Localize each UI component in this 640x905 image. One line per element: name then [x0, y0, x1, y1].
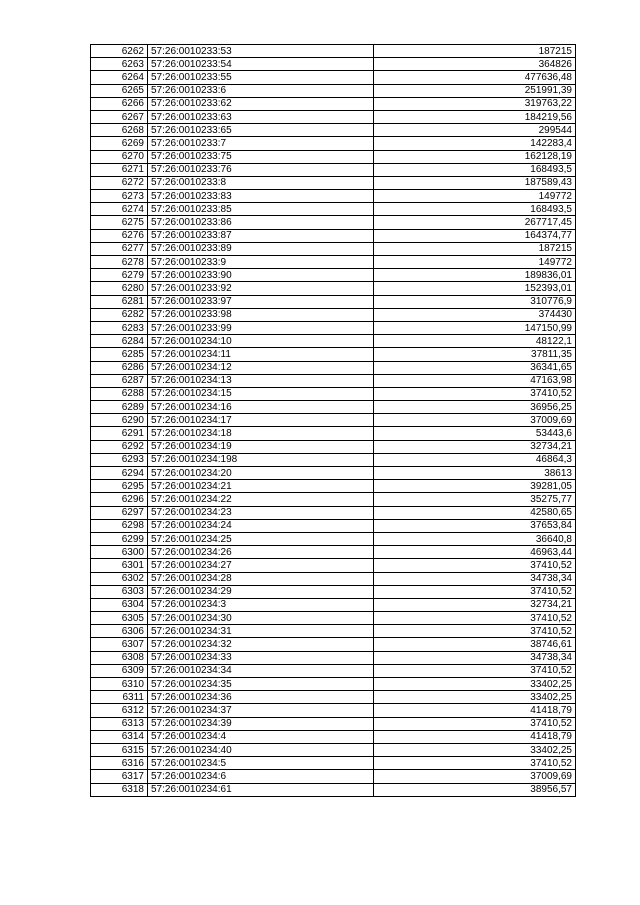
value-cell: 37410,52 — [374, 664, 576, 677]
value-cell: 33402,25 — [374, 743, 576, 756]
value-cell: 184219,56 — [374, 110, 576, 123]
cadastral-number-cell: 57:26:0010234:6 — [148, 770, 374, 783]
table-row — [91, 493, 576, 506]
cadastral-number-cell: 57:26:0010234:24 — [148, 519, 374, 532]
table-row — [91, 625, 576, 638]
cadastral-number-cell: 57:26:0010234:21 — [148, 480, 374, 493]
cadastral-number-cell: 57:26:0010234:17 — [148, 414, 374, 427]
table-body — [91, 45, 576, 797]
table-row — [91, 110, 576, 123]
cadastral-number-cell: 57:26:0010233:87 — [148, 229, 374, 242]
table-row — [91, 532, 576, 545]
table-row — [91, 321, 576, 334]
cadastral-number-cell: 57:26:0010233:54 — [148, 58, 374, 71]
row-number-cell: 6290 — [91, 414, 148, 427]
row-number-cell: 6262 — [91, 45, 148, 58]
value-cell: 42580,65 — [374, 506, 576, 519]
row-number-cell: 6275 — [91, 216, 148, 229]
cadastral-number-cell: 57:26:0010234:198 — [148, 453, 374, 466]
table-row — [91, 150, 576, 163]
row-number-cell: 6301 — [91, 559, 148, 572]
row-number-cell: 6270 — [91, 150, 148, 163]
cadastral-number-cell: 57:26:0010234:22 — [148, 493, 374, 506]
row-number-cell: 6298 — [91, 519, 148, 532]
table-row — [91, 58, 576, 71]
value-cell: 477636,48 — [374, 71, 576, 84]
value-cell: 162128,19 — [374, 150, 576, 163]
table-row — [91, 216, 576, 229]
row-number-cell: 6277 — [91, 242, 148, 255]
cadastral-number-cell: 57:26:0010233:65 — [148, 124, 374, 137]
table-row — [91, 401, 576, 414]
cadastral-number-cell: 57:26:0010233:55 — [148, 71, 374, 84]
value-cell: 32734,21 — [374, 440, 576, 453]
row-number-cell: 6308 — [91, 651, 148, 664]
value-cell: 37009,69 — [374, 770, 576, 783]
value-cell: 187589,43 — [374, 176, 576, 189]
cadastral-number-cell: 57:26:0010233:76 — [148, 163, 374, 176]
value-cell: 37410,52 — [374, 612, 576, 625]
cadastral-number-cell: 57:26:0010234:61 — [148, 783, 374, 796]
value-cell: 36640,8 — [374, 532, 576, 545]
value-cell: 33402,25 — [374, 678, 576, 691]
row-number-cell: 6285 — [91, 348, 148, 361]
cadastral-number-cell: 57:26:0010234:31 — [148, 625, 374, 638]
value-cell: 33402,25 — [374, 691, 576, 704]
table-row — [91, 295, 576, 308]
row-number-cell: 6312 — [91, 704, 148, 717]
table-row — [91, 269, 576, 282]
row-number-cell: 6263 — [91, 58, 148, 71]
value-cell: 187215 — [374, 45, 576, 58]
value-cell: 36956,25 — [374, 401, 576, 414]
cadastral-number-cell: 57:26:0010233:86 — [148, 216, 374, 229]
table-row — [91, 124, 576, 137]
row-number-cell: 6265 — [91, 84, 148, 97]
row-number-cell: 6317 — [91, 770, 148, 783]
value-cell: 47163,98 — [374, 374, 576, 387]
table-row — [91, 704, 576, 717]
cadastral-number-cell: 57:26:0010234:25 — [148, 532, 374, 545]
cadastral-number-cell: 57:26:0010234:10 — [148, 335, 374, 348]
cadastral-number-cell: 57:26:0010234:15 — [148, 387, 374, 400]
row-number-cell: 6295 — [91, 480, 148, 493]
row-number-cell: 6284 — [91, 335, 148, 348]
table-row — [91, 770, 576, 783]
cadastral-number-cell: 57:26:0010234:37 — [148, 704, 374, 717]
table-row — [91, 427, 576, 440]
row-number-cell: 6281 — [91, 295, 148, 308]
table-row — [91, 45, 576, 58]
cadastral-number-cell: 57:26:0010233:7 — [148, 137, 374, 150]
value-cell: 37410,52 — [374, 559, 576, 572]
table-row — [91, 361, 576, 374]
value-cell: 142283,4 — [374, 137, 576, 150]
table-row — [91, 743, 576, 756]
cadastral-number-cell: 57:26:0010233:98 — [148, 308, 374, 321]
cadastral-number-cell: 57:26:0010234:19 — [148, 440, 374, 453]
cadastral-number-cell: 57:26:0010233:62 — [148, 97, 374, 110]
row-number-cell: 6305 — [91, 612, 148, 625]
value-cell: 32734,21 — [374, 598, 576, 611]
table-row — [91, 546, 576, 559]
row-number-cell: 6314 — [91, 730, 148, 743]
cadastral-number-cell: 57:26:0010234:4 — [148, 730, 374, 743]
table-row — [91, 691, 576, 704]
cadastral-number-cell: 57:26:0010233:63 — [148, 110, 374, 123]
row-number-cell: 6318 — [91, 783, 148, 796]
cadastral-number-cell: 57:26:0010234:36 — [148, 691, 374, 704]
row-number-cell: 6300 — [91, 546, 148, 559]
cadastral-number-cell: 57:26:0010233:83 — [148, 190, 374, 203]
cadastral-number-cell: 57:26:0010234:30 — [148, 612, 374, 625]
value-cell: 299544 — [374, 124, 576, 137]
cadastral-number-cell: 57:26:0010234:39 — [148, 717, 374, 730]
table-row — [91, 480, 576, 493]
row-number-cell: 6311 — [91, 691, 148, 704]
row-number-cell: 6287 — [91, 374, 148, 387]
value-cell: 37410,52 — [374, 625, 576, 638]
value-cell: 39281,05 — [374, 480, 576, 493]
value-cell: 48122,1 — [374, 335, 576, 348]
row-number-cell: 6306 — [91, 625, 148, 638]
cadastral-number-cell: 57:26:0010233:99 — [148, 321, 374, 334]
cadastral-number-cell: 57:26:0010233:9 — [148, 256, 374, 269]
cadastral-number-cell: 57:26:0010234:23 — [148, 506, 374, 519]
table-row — [91, 414, 576, 427]
value-cell: 37653,84 — [374, 519, 576, 532]
table-row — [91, 757, 576, 770]
value-cell: 168493,5 — [374, 163, 576, 176]
row-number-cell: 6279 — [91, 269, 148, 282]
value-cell: 53443,6 — [374, 427, 576, 440]
value-cell: 168493,5 — [374, 203, 576, 216]
row-number-cell: 6302 — [91, 572, 148, 585]
row-number-cell: 6304 — [91, 598, 148, 611]
row-number-cell: 6273 — [91, 190, 148, 203]
row-number-cell: 6269 — [91, 137, 148, 150]
value-cell: 374430 — [374, 308, 576, 321]
table-row — [91, 664, 576, 677]
row-number-cell: 6310 — [91, 678, 148, 691]
table-row — [91, 467, 576, 480]
row-number-cell: 6296 — [91, 493, 148, 506]
row-number-cell: 6288 — [91, 387, 148, 400]
row-number-cell: 6278 — [91, 256, 148, 269]
table-row — [91, 440, 576, 453]
value-cell: 41418,79 — [374, 704, 576, 717]
table-row — [91, 783, 576, 796]
row-number-cell: 6297 — [91, 506, 148, 519]
table-row — [91, 163, 576, 176]
table-row — [91, 84, 576, 97]
cadastral-number-cell: 57:26:0010234:32 — [148, 638, 374, 651]
value-cell: 35275,77 — [374, 493, 576, 506]
row-number-cell: 6280 — [91, 282, 148, 295]
cadastral-number-cell: 57:26:0010234:40 — [148, 743, 374, 756]
value-cell: 267717,45 — [374, 216, 576, 229]
value-cell: 187215 — [374, 242, 576, 255]
value-cell: 37811,35 — [374, 348, 576, 361]
row-number-cell: 6292 — [91, 440, 148, 453]
table-row — [91, 256, 576, 269]
table-row — [91, 519, 576, 532]
table-row — [91, 137, 576, 150]
cadastral-number-cell: 57:26:0010234:12 — [148, 361, 374, 374]
cadastral-number-cell: 57:26:0010233:85 — [148, 203, 374, 216]
cadastral-number-cell: 57:26:0010234:5 — [148, 757, 374, 770]
value-cell: 34738,34 — [374, 651, 576, 664]
row-number-cell: 6282 — [91, 308, 148, 321]
value-cell: 46963,44 — [374, 546, 576, 559]
value-cell: 319763,22 — [374, 97, 576, 110]
table-row — [91, 585, 576, 598]
cadastral-number-cell: 57:26:0010234:26 — [148, 546, 374, 559]
value-cell: 34738,34 — [374, 572, 576, 585]
cadastral-number-cell: 57:26:0010234:29 — [148, 585, 374, 598]
value-cell: 37410,52 — [374, 757, 576, 770]
row-number-cell: 6291 — [91, 427, 148, 440]
cadastral-number-cell: 57:26:0010233:92 — [148, 282, 374, 295]
cadastral-number-cell: 57:26:0010233:6 — [148, 84, 374, 97]
cadastral-number-cell: 57:26:0010234:3 — [148, 598, 374, 611]
table-row — [91, 717, 576, 730]
value-cell: 36341,65 — [374, 361, 576, 374]
cadastral-number-cell: 57:26:0010233:8 — [148, 176, 374, 189]
table-row — [91, 282, 576, 295]
value-cell: 37009,69 — [374, 414, 576, 427]
cadastral-number-cell: 57:26:0010233:90 — [148, 269, 374, 282]
cadastral-number-cell: 57:26:0010234:13 — [148, 374, 374, 387]
table-row — [91, 229, 576, 242]
table-row — [91, 453, 576, 466]
table-row — [91, 176, 576, 189]
row-number-cell: 6303 — [91, 585, 148, 598]
value-cell: 251991,39 — [374, 84, 576, 97]
table-row — [91, 638, 576, 651]
table-row — [91, 598, 576, 611]
value-cell: 38956,57 — [374, 783, 576, 796]
value-cell: 37410,52 — [374, 585, 576, 598]
value-cell: 152393,01 — [374, 282, 576, 295]
value-cell: 46864,3 — [374, 453, 576, 466]
row-number-cell: 6316 — [91, 757, 148, 770]
row-number-cell: 6264 — [91, 71, 148, 84]
value-cell: 149772 — [374, 256, 576, 269]
table-row — [91, 651, 576, 664]
table-row — [91, 242, 576, 255]
table-row — [91, 374, 576, 387]
value-cell: 37410,52 — [374, 717, 576, 730]
row-number-cell: 6283 — [91, 321, 148, 334]
value-cell: 38613 — [374, 467, 576, 480]
row-number-cell: 6286 — [91, 361, 148, 374]
table-row — [91, 730, 576, 743]
row-number-cell: 6271 — [91, 163, 148, 176]
row-number-cell: 6309 — [91, 664, 148, 677]
cadastral-number-cell: 57:26:0010234:18 — [148, 427, 374, 440]
table-row — [91, 506, 576, 519]
cadastral-number-cell: 57:26:0010234:20 — [148, 467, 374, 480]
cadastral-number-cell: 57:26:0010233:75 — [148, 150, 374, 163]
table-row — [91, 97, 576, 110]
row-number-cell: 6272 — [91, 176, 148, 189]
row-number-cell: 6267 — [91, 110, 148, 123]
table-row — [91, 335, 576, 348]
value-cell: 164374,77 — [374, 229, 576, 242]
cadastral-number-cell: 57:26:0010234:11 — [148, 348, 374, 361]
value-cell: 41418,79 — [374, 730, 576, 743]
value-cell: 147150,99 — [374, 321, 576, 334]
value-cell: 149772 — [374, 190, 576, 203]
table-row — [91, 559, 576, 572]
cadastral-number-cell: 57:26:0010234:28 — [148, 572, 374, 585]
cadastral-number-cell: 57:26:0010234:16 — [148, 401, 374, 414]
table-row — [91, 348, 576, 361]
table-row — [91, 190, 576, 203]
value-cell: 38746,61 — [374, 638, 576, 651]
value-cell: 310776,9 — [374, 295, 576, 308]
table-row — [91, 203, 576, 216]
table-row — [91, 387, 576, 400]
table-row — [91, 71, 576, 84]
cadastral-number-cell: 57:26:0010233:89 — [148, 242, 374, 255]
row-number-cell: 6307 — [91, 638, 148, 651]
cadastral-number-cell: 57:26:0010234:35 — [148, 678, 374, 691]
cadastral-number-cell: 57:26:0010234:33 — [148, 651, 374, 664]
row-number-cell: 6313 — [91, 717, 148, 730]
value-cell: 189836,01 — [374, 269, 576, 282]
table-row — [91, 678, 576, 691]
row-number-cell: 6293 — [91, 453, 148, 466]
table-row — [91, 308, 576, 321]
row-number-cell: 6294 — [91, 467, 148, 480]
cadastral-number-cell: 57:26:0010233:53 — [148, 45, 374, 58]
cadastral-number-cell: 57:26:0010233:97 — [148, 295, 374, 308]
row-number-cell: 6289 — [91, 401, 148, 414]
cadastral-value-table — [90, 44, 576, 797]
row-number-cell: 6299 — [91, 532, 148, 545]
row-number-cell: 6276 — [91, 229, 148, 242]
value-cell: 364826 — [374, 58, 576, 71]
value-cell: 37410,52 — [374, 387, 576, 400]
row-number-cell: 6315 — [91, 743, 148, 756]
row-number-cell: 6274 — [91, 203, 148, 216]
table-row — [91, 612, 576, 625]
table-row — [91, 572, 576, 585]
row-number-cell: 6266 — [91, 97, 148, 110]
cadastral-number-cell: 57:26:0010234:27 — [148, 559, 374, 572]
cadastral-number-cell: 57:26:0010234:34 — [148, 664, 374, 677]
row-number-cell: 6268 — [91, 124, 148, 137]
